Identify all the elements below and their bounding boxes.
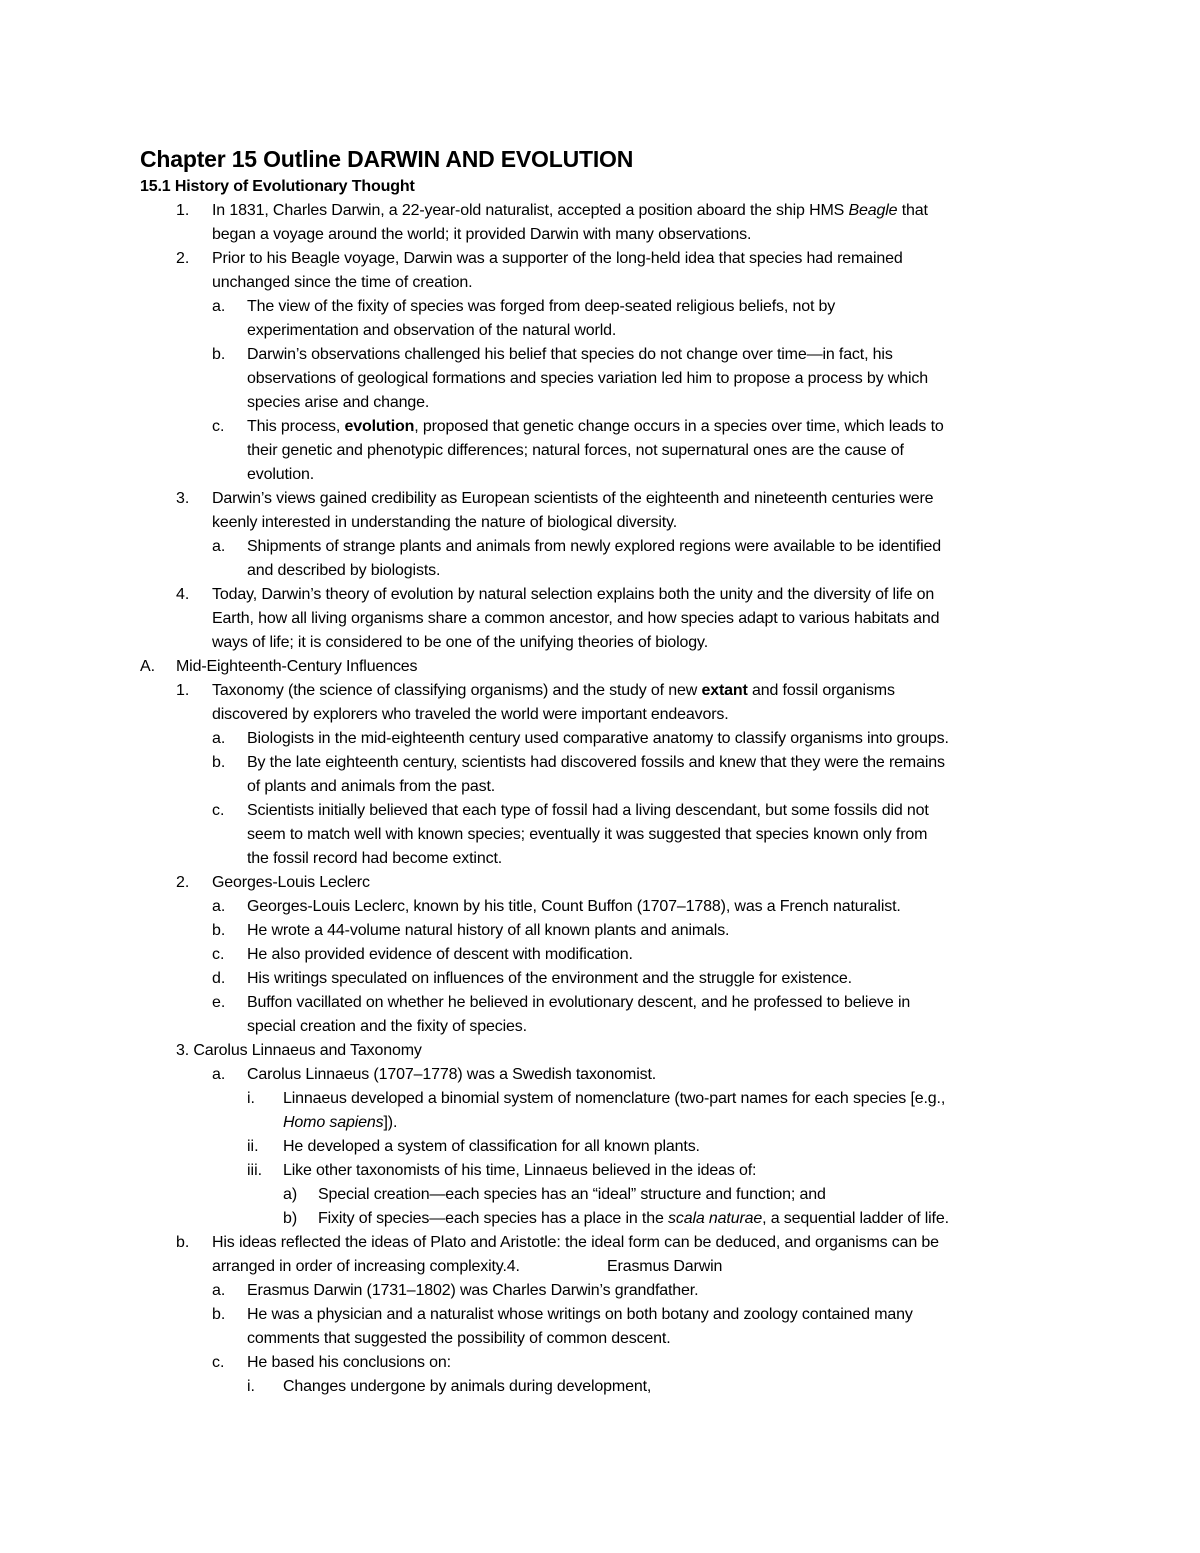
list-marker: 3.: [176, 490, 190, 507]
list-marker: b.: [212, 754, 226, 771]
outline-line: Scientists initially believed that each type of fossil had a living descendant, but some fossils did not: [247, 802, 929, 819]
outline-line: Earth, how all living organisms share a common ancestor, and how species adapt to various habitats and: [212, 610, 940, 627]
outline-line: He based his conclusions on:: [247, 1354, 451, 1371]
outline-line: Changes undergone by animals during development,: [283, 1378, 652, 1395]
outline-line: He wrote a 44-volume natural history of all known plants and animals.: [247, 922, 730, 939]
outline-line: Linnaeus developed a binomial system of nomenclature (two-part names for each species [e.g.,: [283, 1090, 946, 1107]
outline-line: arranged in order of increasing complexity.4.: [212, 1258, 520, 1275]
line-text-tail: ]).: [383, 1114, 398, 1131]
outline-line: comments that suggested the possibility of common descent.: [247, 1330, 671, 1347]
outline-line: discovered by explorers who traveled the world were important endeavors.: [212, 706, 729, 723]
outline-line: Erasmus Darwin (1731–1802) was Charles Darwin’s grandfather.: [247, 1282, 699, 1299]
line-text-tail: and fossil organisms: [747, 682, 895, 699]
list-marker: d.: [212, 970, 226, 987]
outline-line: 3. Carolus Linnaeus and Taxonomy: [176, 1042, 422, 1059]
line-text: Taxonomy (the science of classifying organisms) and the study of new: [212, 682, 702, 699]
outline-line: Darwin’s views gained credibility as European scientists of the eighteenth and nineteenth centuries were: [212, 490, 934, 507]
line-text-tail: , a sequential ladder of life.: [762, 1210, 949, 1227]
section-heading: 15.1 History of Evolutionary Thought: [140, 178, 415, 195]
outline-line: Georges-Louis Leclerc, known by his title, Count Buffon (1707–1788), was a French naturalist.: [247, 898, 901, 915]
outline-line: Darwin’s observations challenged his belief that species do not change over time—in fact, his: [247, 346, 893, 363]
outline-line: [283, 1113, 397, 1133]
outline-line: species arise and change.: [247, 394, 430, 411]
outline-line: Mid-Eighteenth-Century Influences: [176, 658, 418, 675]
list-marker: 1.: [176, 682, 190, 699]
line-text-tail: , proposed that genetic change occurs in a species over time, which leads to: [414, 418, 944, 435]
outline-line: He was a physician and a naturalist whose writings on both botany and zoology contained many: [247, 1306, 913, 1323]
list-marker: iii.: [247, 1162, 263, 1179]
list-marker: c.: [212, 946, 225, 963]
outline-line: Special creation—each species has an “ideal” structure and function; and: [318, 1186, 826, 1203]
list-marker: e.: [212, 994, 226, 1011]
outline-line: The view of the fixity of species was forged from deep-seated religious beliefs, not by: [247, 298, 836, 315]
outline-line: Today, Darwin’s theory of evolution by natural selection explains both the unity and the diversity of life on: [212, 586, 935, 603]
outline-line: He also provided evidence of descent with modification.: [247, 946, 633, 963]
list-marker: b.: [176, 1234, 190, 1251]
outline-line: Like other taxonomists of his time, Linnaeus believed in the ideas of:: [283, 1162, 757, 1179]
list-marker: b.: [212, 1306, 226, 1323]
scala-naturae-italic: scala naturae: [668, 1210, 763, 1227]
list-marker: 1.: [176, 202, 190, 219]
outline-line: By the late eighteenth century, scientists had discovered fossils and knew that they were the remains: [247, 754, 945, 771]
outline-line: began a voyage around the world; it provided Darwin with many observations.: [212, 226, 752, 243]
list-marker: c.: [212, 418, 225, 435]
outline-line: special creation and the fixity of species.: [247, 1018, 527, 1035]
outline-line: seem to match well with known species; eventually it was suggested that species known only from: [247, 826, 928, 843]
outline-line: their genetic and phenotypic differences; natural forces, not supernatural ones are the cause of: [247, 442, 904, 459]
outline-line: Georges-Louis Leclerc: [212, 874, 370, 891]
outline-line: [212, 201, 928, 221]
list-marker: a.: [212, 298, 226, 315]
list-marker: 2.: [176, 874, 190, 891]
outline-line: experimentation and observation of the natural world.: [247, 322, 617, 339]
list-marker: ii.: [247, 1138, 259, 1155]
outline-line: observations of geological formations and species variation led him to propose a process by which: [247, 370, 928, 387]
page-title: Chapter 15 Outline DARWIN AND EVOLUTION: [140, 146, 634, 172]
outline-line: keenly interested in understanding the nature of biological diversity.: [212, 514, 678, 531]
list-marker: a): [283, 1186, 298, 1203]
outline-line: Carolus Linnaeus (1707–1778) was a Swedish taxonomist.: [247, 1066, 657, 1083]
outline-line: evolution.: [247, 466, 314, 483]
outline-line: [247, 417, 944, 437]
list-marker: A.: [140, 658, 156, 675]
outline-line: Biologists in the mid-eighteenth century used comparative anatomy to classify organisms into groups.: [247, 730, 949, 747]
outline-line: He developed a system of classification for all known plants.: [283, 1138, 700, 1155]
outline-line: unchanged since the time of creation.: [212, 274, 473, 291]
outline-line: Shipments of strange plants and animals from newly explored regions were available to be identified: [247, 538, 941, 555]
outline-line: His ideas reflected the ideas of Plato and Aristotle: the ideal form can be deduced, and organisms can be: [212, 1234, 939, 1251]
outline-line: Buffon vacillated on whether he believed in evolutionary descent, and he professed to believe in: [247, 994, 911, 1011]
list-marker: b.: [212, 922, 226, 939]
line-text: Fixity of species—each species has a place in the: [318, 1210, 669, 1227]
outline-line: [318, 1209, 949, 1229]
list-marker: i.: [247, 1378, 255, 1395]
list-marker: c.: [212, 802, 225, 819]
list-marker: c.: [212, 1354, 225, 1371]
list-marker: a.: [212, 730, 226, 747]
list-marker: a.: [212, 1066, 226, 1083]
outline-line: the fossil record had become extinct.: [247, 850, 503, 867]
list-marker: 2.: [176, 250, 190, 267]
erasmus-heading: Erasmus Darwin: [607, 1258, 723, 1275]
outline-line: His writings speculated on influences of the environment and the struggle for existence.: [247, 970, 852, 987]
evolution-bold: evolution: [344, 418, 415, 435]
line-text: This process,: [247, 418, 345, 435]
list-marker: a.: [212, 538, 226, 555]
list-marker: a.: [212, 898, 226, 915]
outline-line: of plants and animals from the past.: [247, 778, 496, 795]
list-marker: 4.: [176, 586, 190, 603]
outline-line: ways of life; it is considered to be one of the unifying theories of biology.: [212, 634, 709, 651]
outline-line: [212, 681, 895, 701]
extant-bold: extant: [701, 682, 748, 699]
line-text: In 1831, Charles Darwin, a 22-year-old naturalist, accepted a position aboard the ship HMS: [212, 202, 849, 219]
beagle-italic: Beagle: [848, 202, 898, 219]
outline-line: and described by biologists.: [247, 562, 441, 579]
list-marker: i.: [247, 1090, 255, 1107]
homo-sapiens-italic: Homo sapiens: [283, 1114, 384, 1131]
line-text-tail: that: [897, 202, 928, 219]
list-marker: b): [283, 1210, 298, 1227]
list-marker: b.: [212, 346, 226, 363]
list-marker: a.: [212, 1282, 226, 1299]
outline-line: Prior to his Beagle voyage, Darwin was a supporter of the long-held idea that species had remained: [212, 250, 903, 267]
